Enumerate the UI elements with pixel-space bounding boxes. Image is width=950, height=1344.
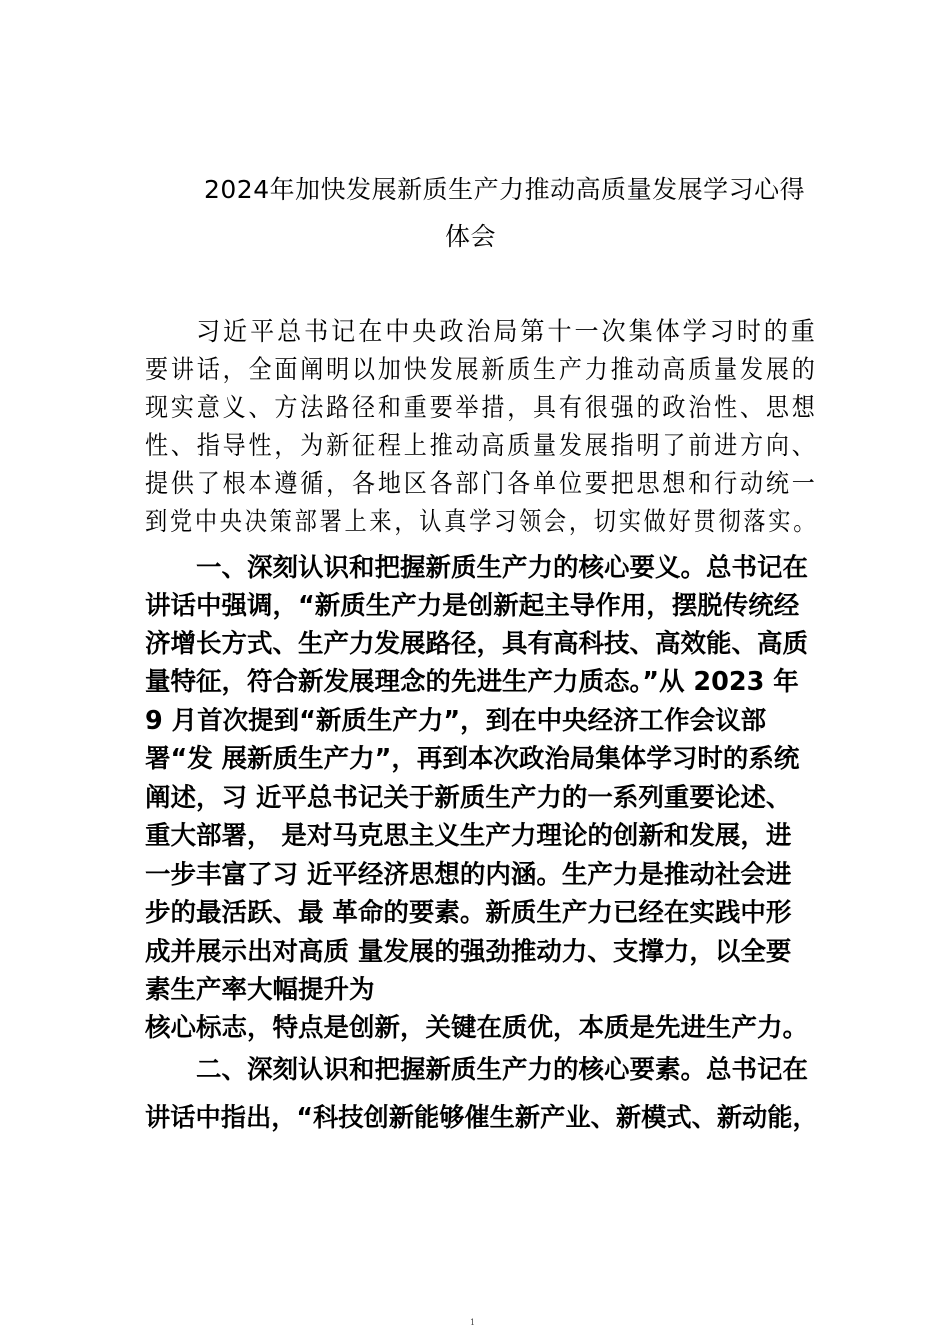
section-1-line: 量特征，符合新发展理念的先进生产力质态。”从 2023 年 (145, 667, 799, 697)
section-1-heading-line: 一、深刻认识和把握新质生产力的核心要义。总书记在 (196, 553, 809, 583)
section-1-line: 阐述，习 近平总书记关于新质生产力的一系列重要论述、 (145, 783, 792, 813)
page-number: 1 (470, 1318, 476, 1327)
section-2-line: 讲话中指出，“科技创新能够催生新产业、新模式、新动能， (145, 1103, 818, 1133)
section-1-line: 核心标志，特点是创新，关键在质优，本质是先进生产力。 (145, 1013, 809, 1043)
section-1-line: 署“发 展新质生产力”，再到本次政治局集体学习时的系统 (145, 744, 800, 774)
section-2-heading-line: 二、深刻认识和把握新质生产力的核心要素。总书记在 (196, 1055, 809, 1085)
section-1-line: 素生产率大幅提升为 (145, 975, 375, 1005)
intro-line: 性、指导性，为新征程上推动高质量发展指明了前进方向、 (145, 431, 818, 461)
document-title-line-1: 2024年加快发展新质生产力推动高质量发展学习心得 (204, 175, 806, 204)
document-title-line-2: 体会 (445, 222, 497, 251)
section-1-line: 重大部署， 是对马克思主义生产力理论的创新和发展，进 (145, 821, 792, 851)
section-1-line: 成并展示出对高质 量发展的强劲推动力、支撑力，以全要 (145, 937, 792, 967)
intro-line: 到党中央决策部署上来，认真学习领会，切实做好贯彻落实。 (145, 507, 819, 537)
intro-line: 要讲话，全面阐明以加快发展新质生产力推动高质量发展的 (145, 355, 818, 385)
intro-line: 提供了根本遵循，各地区各部门各单位要把思想和行动统一 (145, 469, 818, 499)
section-1-line: 讲话中强调，“新质生产力是创新起主导作用，摆脱传统经 (145, 591, 800, 621)
section-1-line: 9 月首次提到“新质生产力”，到在中央经济工作会议部 (145, 706, 767, 736)
section-1-line: 一步丰富了习 近平经济思想的内涵。生产力是推动社会进 (145, 860, 792, 890)
intro-line: 习近平总书记在中央政治局第十一次集体学习时的重 (196, 317, 818, 347)
section-1-line: 济增长方式、生产力发展路径，具有高科技、高效能、高质 (145, 629, 809, 659)
intro-line: 现实意义、方法路径和重要举措，具有很强的政治性、思想 (145, 393, 818, 423)
section-1-line: 步的最活跃、最 革命的要素。新质生产力已经在实践中形 (145, 898, 792, 928)
